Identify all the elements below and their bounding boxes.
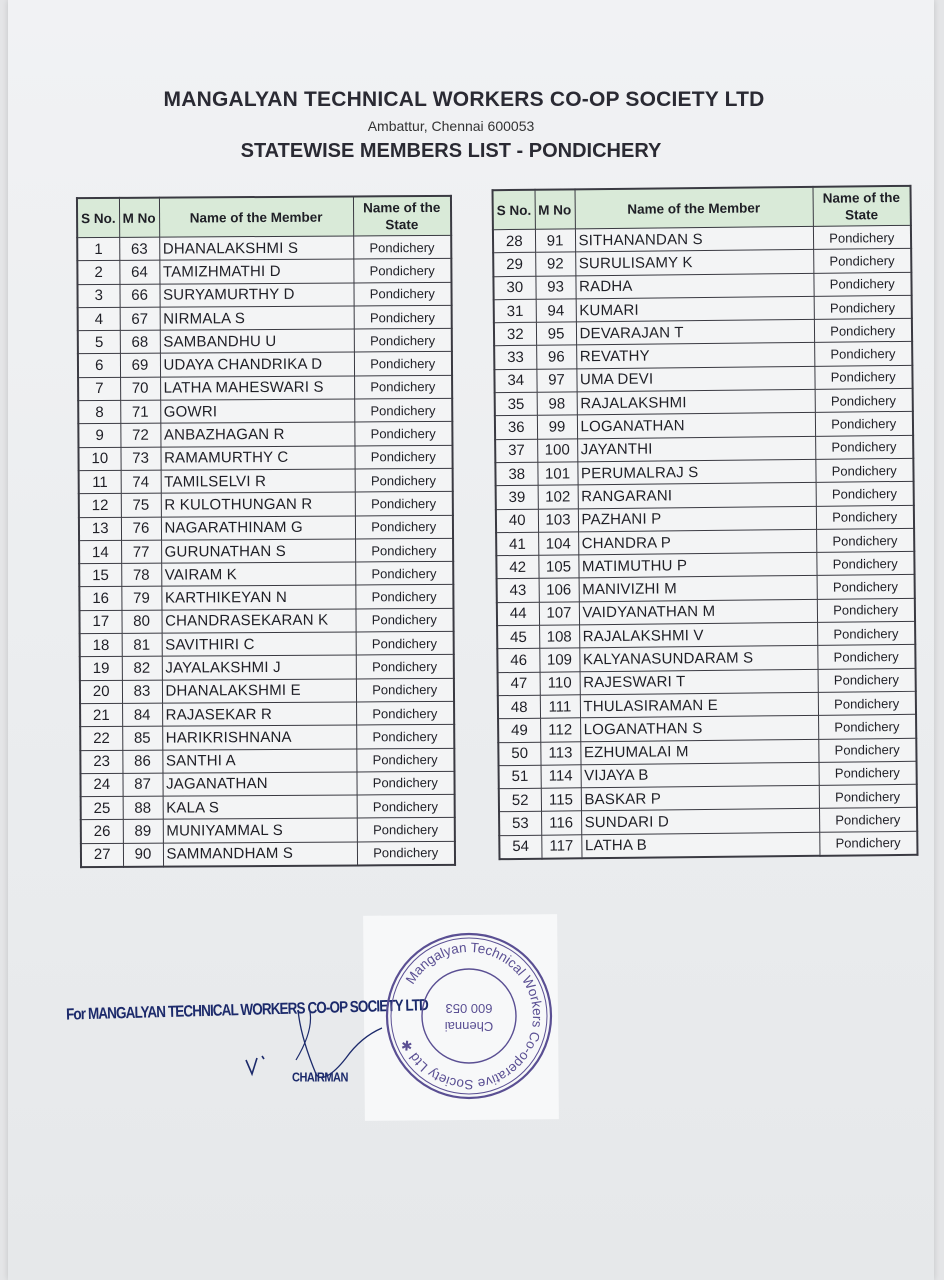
table-header-row (77, 196, 451, 238)
table-row (80, 631, 454, 657)
cell-mno: 100 (537, 439, 577, 463)
cell-state: Pondichery (355, 585, 453, 609)
cell-state: Pondichery (356, 701, 454, 725)
cell-mno: 90 (123, 843, 163, 867)
cell-state: Pondichery (354, 305, 452, 329)
table-row (78, 422, 452, 448)
cell-sno: 20 (80, 680, 122, 704)
cell-mno: 71 (120, 400, 160, 424)
cell-member-name: JAYANTHI (577, 436, 815, 462)
cell-member-name: LOGANATHAN (577, 413, 815, 439)
cell-mno: 84 (122, 703, 162, 727)
cell-sno: 26 (81, 820, 123, 844)
cell-sno: 1 (77, 237, 119, 261)
cell-mno: 89 (123, 820, 163, 844)
cell-sno: 5 (78, 331, 120, 355)
cell-mno: 87 (122, 773, 162, 797)
header-mno: M No (119, 198, 159, 238)
cell-mno: 101 (537, 462, 577, 486)
list-title: STATEWISE MEMBERS LIST - PONDICHERY (240, 140, 662, 162)
cell-mno: 108 (539, 625, 579, 649)
cell-sno: 30 (493, 276, 535, 300)
cell-mno: 77 (121, 540, 161, 564)
cell-state: Pondichery (817, 598, 915, 622)
cell-mno: 91 (535, 229, 575, 253)
cell-mno: 93 (535, 275, 575, 299)
cell-mno: 63 (119, 237, 159, 261)
cell-member-name: UDAYA CHANDRIKA D (160, 352, 354, 376)
cell-member-name: REVATHY (576, 343, 814, 369)
cell-sno: 38 (495, 462, 537, 486)
cell-state: Pondichery (814, 342, 912, 366)
cell-mno: 64 (119, 260, 159, 284)
cell-state: Pondichery (354, 422, 452, 446)
signature-area (8, 900, 934, 1160)
cell-sno: 53 (499, 812, 541, 836)
cell-mno: 76 (121, 517, 161, 541)
designation-chairman: CHAIRMAN (292, 1070, 348, 1086)
header-member-name: Name of the Member (159, 196, 353, 237)
org-address: Ambattur, Chennai 600053 (367, 118, 535, 134)
cell-state: Pondichery (819, 784, 917, 808)
cell-sno: 25 (81, 797, 123, 821)
cell-member-name: SURULISAMY K (575, 250, 813, 276)
cell-member-name: VAIRAM K (161, 562, 355, 586)
cell-mno: 96 (536, 345, 576, 369)
cell-sno: 45 (497, 625, 539, 649)
cell-member-name: PERUMALRAJ S (577, 459, 815, 485)
cell-member-name: SUNDARI D (581, 809, 819, 835)
cell-state: Pondichery (357, 794, 455, 818)
cell-state: Pondichery (355, 492, 453, 516)
members-table-body (493, 225, 918, 859)
document-page (8, 0, 934, 1280)
cell-sno: 34 (494, 369, 536, 393)
cell-member-name: NAGARATHINAM G (161, 516, 355, 540)
cell-mno: 79 (121, 587, 161, 611)
cell-member-name: SANTHI A (162, 748, 356, 772)
cell-member-name: KALA S (163, 795, 357, 819)
cell-member-name: DHANALAKSHMI S (159, 236, 353, 260)
cell-sno: 24 (80, 773, 122, 797)
cell-member-name: EZHUMALAI M (580, 739, 818, 765)
table-row (80, 725, 454, 751)
cell-state: Pondichery (814, 319, 912, 343)
cell-sno: 14 (79, 540, 121, 564)
table-header-row (493, 186, 911, 230)
cell-sno: 52 (499, 788, 541, 812)
cell-sno: 41 (496, 532, 538, 556)
cell-mno: 105 (538, 555, 578, 579)
cell-member-name: SAVITHIRI C (162, 632, 356, 656)
cell-member-name: CHANDRA P (578, 529, 816, 555)
table-row (79, 492, 453, 518)
cell-state: Pondichery (354, 445, 452, 469)
table-row (80, 701, 454, 727)
cell-mno: 107 (539, 602, 579, 626)
cell-sno: 31 (494, 299, 536, 323)
cell-mno: 75 (121, 493, 161, 517)
cell-mno: 114 (541, 765, 581, 789)
cell-state: Pondichery (353, 235, 451, 259)
cell-sno: 27 (81, 843, 123, 867)
cell-member-name: JAGANATHAN (162, 772, 356, 796)
table-row (81, 818, 455, 844)
cell-state: Pondichery (355, 538, 453, 562)
cell-sno: 21 (80, 703, 122, 727)
cell-state: Pondichery (356, 678, 454, 702)
cell-state: Pondichery (814, 295, 912, 319)
cell-sno: 6 (78, 354, 120, 378)
table-row (78, 445, 452, 471)
header-state: Name of the State (812, 186, 910, 227)
table-row (77, 259, 451, 285)
cell-state: Pondichery (354, 375, 452, 399)
cell-sno: 17 (79, 610, 121, 634)
cell-state: Pondichery (355, 562, 453, 586)
cell-sno: 12 (79, 494, 121, 518)
cell-mno: 115 (541, 788, 581, 812)
cell-member-name: DEVARAJAN T (576, 320, 814, 346)
cell-state: Pondichery (817, 645, 915, 669)
cell-sno: 54 (499, 835, 541, 859)
cell-sno: 11 (79, 470, 121, 494)
cell-mno: 116 (541, 811, 581, 835)
cell-sno: 40 (496, 509, 538, 533)
members-table-left (76, 195, 456, 868)
cell-member-name: RAJALAKSHMI V (579, 622, 817, 648)
cell-sno: 29 (493, 253, 535, 277)
cell-sno: 16 (79, 587, 121, 611)
cell-member-name: VIJAYA B (581, 762, 819, 788)
cell-member-name: VAIDYANATHAN M (579, 599, 817, 625)
cell-mno: 92 (535, 252, 575, 276)
cell-state: Pondichery (813, 249, 911, 273)
cell-mno: 69 (120, 354, 160, 378)
cell-member-name: LATHA MAHESWARI S (160, 376, 354, 400)
seal-ring-text: Mangalyan Technical Workers Co-operative Society Ltd ✱ (397, 939, 546, 1093)
cell-sno: 10 (78, 447, 120, 471)
cell-member-name: R KULOTHUNGAN R (161, 492, 355, 516)
cell-state: Pondichery (813, 225, 911, 249)
cell-member-name: RAJESWARI T (580, 669, 818, 695)
cell-member-name: DHANALAKSHMI E (162, 679, 356, 703)
cell-state: Pondichery (357, 841, 455, 865)
cell-member-name: KUMARI (576, 296, 814, 322)
table-row (80, 678, 454, 704)
cell-mno: 67 (120, 307, 160, 331)
table-row (77, 282, 451, 308)
cell-member-name: SAMBANDHU U (160, 329, 354, 353)
cell-state: Pondichery (819, 808, 917, 832)
table-row (499, 831, 917, 859)
table-row (79, 562, 453, 588)
cell-sno: 36 (495, 416, 537, 440)
cell-sno: 28 (493, 229, 535, 253)
cell-member-name: UMA DEVI (576, 366, 814, 392)
seal-center-city: Chennai (444, 1019, 494, 1034)
cell-mno: 72 (120, 424, 160, 448)
cell-member-name: GURUNATHAN S (161, 539, 355, 563)
cell-state: Pondichery (354, 352, 452, 376)
cell-sno: 35 (495, 392, 537, 416)
cell-state: Pondichery (819, 831, 917, 856)
cell-state: Pondichery (813, 272, 911, 296)
cell-state: Pondichery (816, 528, 914, 552)
cell-member-name: ANBAZHAGAN R (160, 422, 354, 446)
cell-member-name: RADHA (575, 273, 813, 299)
cell-state: Pondichery (818, 668, 916, 692)
cell-mno: 110 (540, 671, 580, 695)
cell-mno: 94 (536, 299, 576, 323)
cell-mno: 97 (536, 369, 576, 393)
cell-mno: 83 (122, 680, 162, 704)
header-mno: M No (535, 189, 575, 229)
cell-mno: 99 (537, 415, 577, 439)
table-row (79, 515, 453, 541)
cell-state: Pondichery (818, 691, 916, 715)
cell-member-name: SITHANANDAN S (575, 226, 813, 252)
table-row (78, 329, 452, 355)
cell-sno: 15 (79, 564, 121, 588)
cell-sno: 32 (494, 322, 536, 346)
cell-member-name: SAMMANDHAM S (163, 842, 357, 867)
table-row (79, 585, 453, 611)
cell-state: Pondichery (817, 575, 915, 599)
cell-sno: 19 (80, 657, 122, 681)
cell-state: Pondichery (354, 398, 452, 422)
cell-sno: 7 (78, 377, 120, 401)
cell-state: Pondichery (816, 482, 914, 506)
cell-mno: 80 (121, 610, 161, 634)
cell-mno: 68 (120, 330, 160, 354)
cell-member-name: BASKAR P (581, 785, 819, 811)
cell-state: Pondichery (356, 655, 454, 679)
cell-member-name: TAMILSELVI R (161, 469, 355, 493)
cell-sno: 42 (496, 555, 538, 579)
cell-mno: 74 (121, 470, 161, 494)
cell-mno: 73 (120, 447, 160, 471)
cell-member-name: GOWRI (160, 399, 354, 423)
header-sno: S No. (493, 190, 535, 230)
cell-mno: 82 (122, 656, 162, 680)
cell-state: Pondichery (356, 748, 454, 772)
cell-member-name: LOGANATHAN S (580, 716, 818, 742)
cell-mno: 102 (538, 485, 578, 509)
cell-mno: 103 (538, 508, 578, 532)
members-table-body (77, 235, 455, 867)
seal-center-pin: 600 053 (445, 1001, 493, 1016)
cell-sno: 23 (80, 750, 122, 774)
cell-state: Pondichery (355, 515, 453, 539)
cell-member-name: HARIKRISHNANA (162, 725, 356, 749)
cell-member-name: NIRMALA S (160, 306, 354, 330)
table-row (78, 398, 452, 424)
table-row (79, 468, 453, 494)
cell-mno: 81 (122, 633, 162, 657)
table-row (81, 794, 455, 820)
table-row (78, 375, 452, 401)
cell-sno: 51 (499, 765, 541, 789)
cell-state: Pondichery (815, 458, 913, 482)
cell-mno: 86 (122, 750, 162, 774)
cell-member-name: LATHA B (581, 832, 819, 858)
cell-state: Pondichery (356, 725, 454, 749)
cell-member-name: PAZHANI P (578, 506, 816, 532)
cell-sno: 49 (498, 718, 540, 742)
table-row (78, 352, 452, 378)
cell-sno: 13 (79, 517, 121, 541)
cell-state: Pondichery (818, 738, 916, 762)
cell-sno: 22 (80, 727, 122, 751)
header-member-name: Name of the Member (575, 187, 813, 229)
cell-state: Pondichery (357, 818, 455, 842)
cell-state: Pondichery (356, 631, 454, 655)
cell-member-name: KALYANASUNDARAM S (579, 646, 817, 672)
cell-member-name: MATIMUTHU P (578, 552, 816, 578)
cell-mno: 70 (120, 377, 160, 401)
cell-mno: 98 (537, 392, 577, 416)
cell-member-name: RANGARANI (578, 483, 816, 509)
cell-mno: 66 (120, 284, 160, 308)
org-name: MANGALYAN TECHNICAL WORKERS CO-OP SOCIETY LTD (163, 88, 765, 111)
cell-mno: 111 (540, 695, 580, 719)
cell-member-name: KARTHIKEYAN N (161, 585, 355, 609)
cell-sno: 46 (497, 649, 539, 673)
members-table-right (491, 185, 918, 860)
cell-member-name: TAMIZHMATHI D (159, 259, 353, 283)
document-header (8, 88, 934, 163)
cell-mno: 95 (536, 322, 576, 346)
table-row (80, 655, 454, 681)
cell-state: Pondichery (354, 329, 452, 353)
cell-sno: 2 (77, 261, 119, 285)
cell-sno: 37 (495, 439, 537, 463)
cell-state: Pondichery (817, 621, 915, 645)
cell-sno: 39 (496, 486, 538, 510)
cell-member-name: SURYAMURTHY D (160, 283, 354, 307)
cell-state: Pondichery (815, 388, 913, 412)
cell-sno: 47 (498, 672, 540, 696)
cell-mno: 85 (122, 726, 162, 750)
cell-mno: 113 (540, 741, 580, 765)
cell-sno: 4 (78, 307, 120, 331)
cell-state: Pondichery (355, 468, 453, 492)
cell-mno: 104 (538, 532, 578, 556)
cell-member-name: RAMAMURTHY C (160, 446, 354, 470)
cell-sno: 48 (498, 695, 540, 719)
cell-sno: 50 (498, 742, 540, 766)
cell-state: Pondichery (816, 551, 914, 575)
cell-member-name: CHANDRASEKARAN K (161, 609, 355, 633)
cell-sno: 18 (80, 633, 122, 657)
table-row (77, 235, 451, 261)
society-seal (381, 928, 557, 1104)
for-org-stamp: For MANGALYAN TECHNICAL WORKERS CO-OP SOCIETY LTD (65, 995, 429, 1024)
cell-sno: 9 (78, 424, 120, 448)
cell-sno: 3 (77, 284, 119, 308)
cell-state: Pondichery (355, 608, 453, 632)
table-row (81, 841, 455, 867)
cell-state: Pondichery (815, 435, 913, 459)
cell-sno: 33 (494, 346, 536, 370)
cell-state: Pondichery (815, 412, 913, 436)
cell-member-name: JAYALAKSHMI J (162, 655, 356, 679)
header-state: Name of the State (353, 196, 451, 236)
cell-state: Pondichery (356, 771, 454, 795)
cell-mno: 78 (121, 563, 161, 587)
cell-mno: 106 (539, 578, 579, 602)
cell-state: Pondichery (353, 259, 451, 283)
cell-sno: 8 (78, 400, 120, 424)
cell-member-name: RAJASEKAR R (162, 702, 356, 726)
cell-state: Pondichery (353, 282, 451, 306)
cell-member-name: MUNIYAMMAL S (163, 818, 357, 842)
cell-member-name: RAJALAKSHMI (577, 389, 815, 415)
cell-member-name: MANIVIZHI M (579, 576, 817, 602)
cell-member-name: THULASIRAMAN E (580, 692, 818, 718)
cell-state: Pondichery (814, 365, 912, 389)
table-row (78, 305, 452, 331)
cell-mno: 117 (541, 835, 581, 859)
cell-state: Pondichery (819, 761, 917, 785)
table-row (79, 608, 453, 634)
cell-sno: 43 (497, 579, 539, 603)
cell-mno: 109 (539, 648, 579, 672)
table-row (80, 748, 454, 774)
cell-state: Pondichery (816, 505, 914, 529)
cell-mno: 88 (123, 796, 163, 820)
cell-sno: 44 (497, 602, 539, 626)
cell-mno: 112 (540, 718, 580, 742)
table-row (79, 538, 453, 564)
cell-state: Pondichery (818, 715, 916, 739)
table-row (80, 771, 454, 797)
header-sno: S No. (77, 198, 119, 238)
